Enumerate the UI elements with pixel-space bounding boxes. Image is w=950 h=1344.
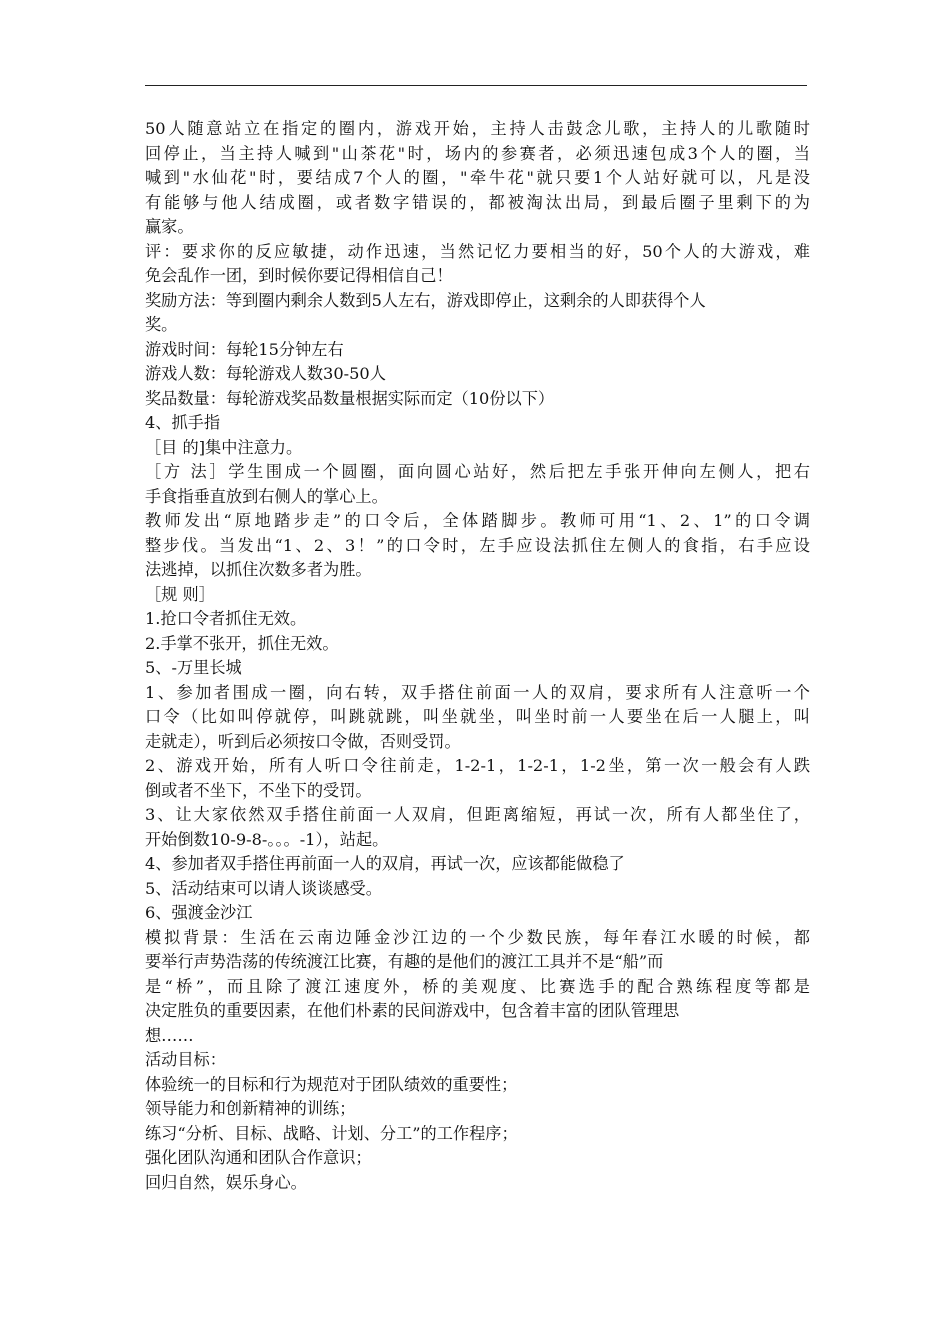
text-line: 游戏人数：每轮游戏人数30-50人 [145, 364, 386, 383]
text-line: 有能够与他人结成圈，或者数字错误的，都被淘汰出局，到最后圈子里剩下的为 [145, 192, 810, 212]
text-line: 要举行声势浩荡的传统渡江比赛，有趣的是他们的渡江工具并不是“船”而 [145, 952, 664, 971]
text-line: ［规 则］ [145, 584, 215, 604]
text-line: ［目 的]集中注意力。 [145, 437, 303, 457]
text-line: 5、活动结束可以请人谈谈感受。 [145, 878, 382, 898]
text-line: 体验统一的目标和行为规范对于团队绩效的重要性； [145, 1074, 518, 1094]
text-line: 喊到"水仙花"时，要结成7个人的圈，"牵牛花"就只要1个人站好就可以，凡是没 [145, 168, 810, 187]
text-line: 50人随意站立在指定的圈内，游戏开始，主持人击鼓念儿歌，主持人的儿歌随时 [145, 119, 810, 138]
text-line: ［方 法］学生围成一个圆圈，面向圆心站好，然后把左手张开伸向左侧人，把右 [145, 462, 810, 481]
text-line: 4、抓手指 [145, 413, 221, 432]
text-line: 4、参加者双手搭住再前面一人的双肩，再试一次，应该都能做稳了 [145, 854, 625, 873]
text-line: 口令（比如叫停就停，叫跳就跳，叫坐就坐，叫坐时前一人要坐在后一人腿上，叫 [145, 707, 810, 726]
text-line: 奖励方法：等到圈内剩余人数到5人左右，游戏即停止，这剩余的人即获得个人 [145, 290, 706, 310]
text-line: 5、-万里长城 [145, 658, 242, 677]
text-line: 6、强渡金沙江 [145, 903, 253, 922]
text-line: 回停止，当主持人喊到"山茶花"时，场内的参赛者，必须迅速包成3个人的圈，当 [145, 143, 810, 163]
text-line: 开始倒数10-9-8-。。。-1），站起。 [145, 829, 389, 849]
text-line: 1、参加者围成一圈，向右转，双手搭住前面一人的双肩，要求所有人注意听一个 [145, 682, 810, 702]
text-line: 决定胜负的重要因素，在他们朴素的民间游戏中，包含着丰富的团队管理思 [145, 1001, 680, 1020]
text-line: 法逃掉，以抓住次数多者为胜。 [145, 560, 372, 579]
text-line: 赢家。 [145, 217, 194, 236]
text-line: 活动目标： [145, 1050, 226, 1069]
text-line: 整步伐。当发出“1、2、3！”的口令时，左手应设法抓住左侧人的食指，右手应设 [145, 535, 810, 555]
text-line: 3、让大家依然双手搭住前面一人双肩，但距离缩短，再试一次，所有人都坐住了， [145, 805, 810, 824]
document-body [145, 117, 810, 1195]
text-line: 免会乱作一团，到时候你要记得相信自己！ [145, 266, 453, 285]
text-line: 奖。 [145, 315, 178, 334]
text-line: 奖品数量：每轮游戏奖品数量根据实际而定（10份以下） [145, 388, 555, 408]
text-line: 想…… [145, 1025, 194, 1045]
text-line: 强化团队沟通和团队合作意识； [145, 1148, 372, 1167]
text-line: 模拟背景：生活在云南边陲金沙江边的一个少数民族，每年春江水暖的时候，都 [145, 927, 810, 947]
text-line: 评：要求你的反应敏捷，动作迅速，当然记忆力要相当的好，50个人的大游戏，难 [145, 241, 810, 261]
text-line: 2.手掌不张开，抓住无效。 [145, 633, 339, 653]
text-line: 领导能力和创新精神的训练； [145, 1099, 356, 1118]
header-rule [145, 85, 807, 86]
text-line: 教师发出“原地踏步走”的口令后，全体踏脚步。教师可用“1、2、1”的口令调 [145, 511, 810, 530]
text-line: 手食指垂直放到右侧人的掌心上。 [145, 486, 388, 506]
text-line: 是“桥”，而且除了渡江速度外，桥的美观度、比赛选手的配合熟练程度等都是 [145, 976, 810, 996]
text-line: 1.抢口令者抓住无效。 [145, 609, 307, 628]
text-line: 倒或者不坐下，不坐下的受罚。 [145, 780, 372, 800]
text-line: 游戏时间：每轮15分钟左右 [145, 339, 344, 359]
text-line: 练习“分析、目标、战略、计划、分工”的工作程序； [145, 1123, 518, 1143]
text-line: 回归自然，娱乐身心。 [145, 1172, 307, 1192]
text-line: 2、游戏开始，所有人听口令往前走，1-2-1，1-2-1，1-2坐，第一次一般会有人跌 [145, 756, 810, 775]
text-line: 走就走），听到后必须按口令做，否则受罚。 [145, 731, 461, 751]
